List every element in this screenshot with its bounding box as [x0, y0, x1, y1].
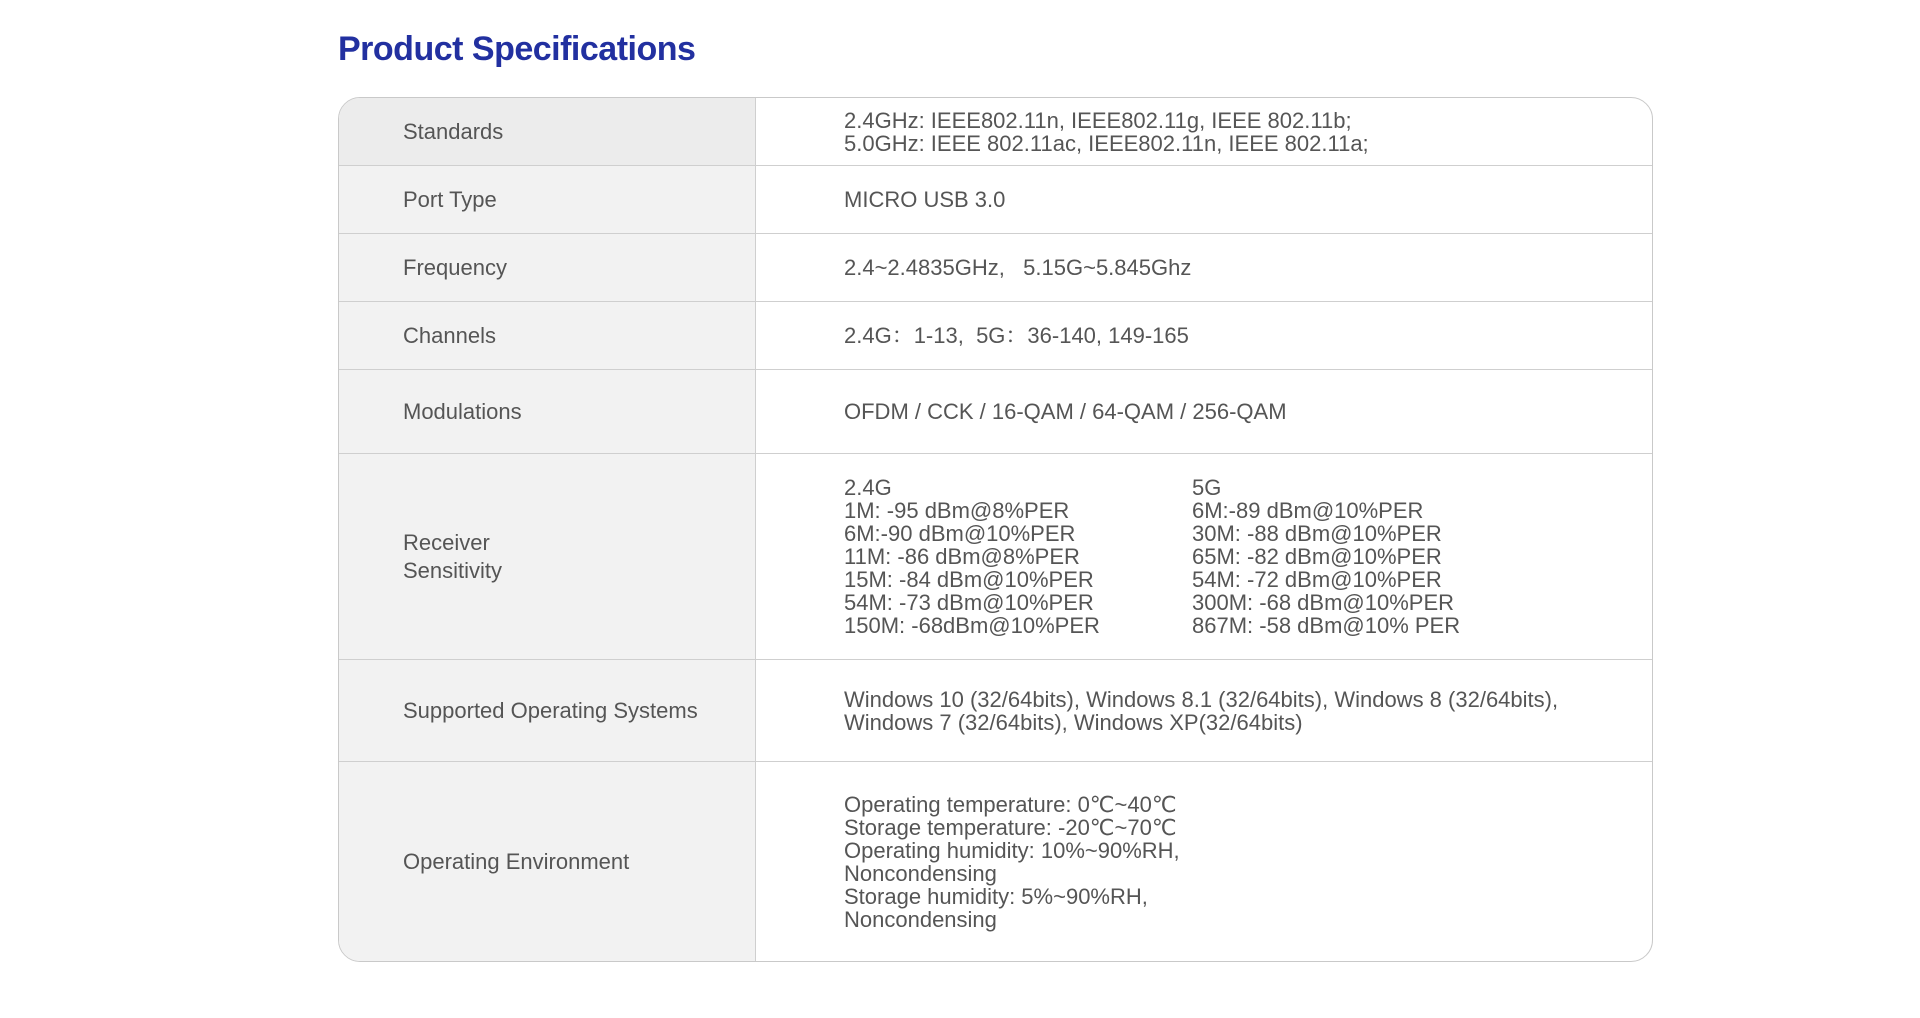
sensitivity-line: 2.4G — [844, 475, 892, 500]
spec-value-line: Storage temperature: -20℃~70℃ — [844, 814, 1177, 840]
spec-value-line: Windows 10 (32/64bits), Windows 8.1 (32/64bits), Windows 8 (32/64bits), — [844, 686, 1559, 712]
spec-label-cell — [339, 302, 756, 369]
spec-value-lines — [844, 109, 1369, 155]
spec-row-modulations — [339, 370, 1652, 454]
spec-label-cell — [339, 454, 756, 659]
spec-value-cell — [756, 98, 1652, 165]
spec-label: Receiver Sensitivity — [403, 529, 503, 583]
spec-value-cell — [756, 762, 1652, 961]
sensitivity-line: 15M: -84 dBm@10%PER — [844, 567, 1094, 592]
spec-label: Operating Environment — [403, 848, 630, 874]
spec-label: Frequency — [403, 254, 507, 280]
sensitivity-line: 54M: -73 dBm@10%PER — [844, 590, 1094, 615]
spec-value-line: 2.4GHz: IEEE802.11n, IEEE802.11g, IEEE 802.11b; — [844, 107, 1352, 133]
spec-value: MICRO USB 3.0 — [844, 187, 1006, 212]
spec-value-line: Storage humidity: 5%~90%RH, — [844, 883, 1148, 909]
spec-label: Standards — [403, 118, 504, 144]
spec-value-cell — [756, 454, 1652, 659]
spec-value: 2.4~2.4835GHz, 5.15G~5.845Ghz — [844, 255, 1192, 280]
sensitivity-line: 65M: -82 dBm@10%PER — [1192, 544, 1442, 569]
spec-label-cell — [339, 166, 756, 233]
spec-value-cell — [756, 370, 1652, 453]
spec-value-lines — [844, 793, 1180, 931]
spec-label-cell — [339, 660, 756, 761]
spec-value-cell — [756, 302, 1652, 369]
spec-row-port-type — [339, 166, 1652, 234]
page-title: Product Specifications — [338, 30, 696, 68]
spec-value-line: Noncondensing — [844, 860, 997, 886]
sensitivity-line: 5G — [1192, 475, 1222, 500]
spec-row-operating-environment — [339, 762, 1652, 961]
spec-value: OFDM / CCK / 16-QAM / 64-QAM / 256-QAM — [844, 399, 1287, 424]
spec-value-line: Windows 7 (32/64bits), Windows XP(32/64bits) — [844, 709, 1303, 735]
spec-table — [338, 97, 1653, 962]
sensitivity-line: 6M:-90 dBm@10%PER — [844, 521, 1076, 546]
spec-label: Port Type — [403, 186, 497, 212]
sensitivity-column-5g — [1192, 476, 1460, 637]
spec-value-line: Operating humidity: 10%~90%RH, — [844, 837, 1180, 863]
sensitivity-line: 30M: -88 dBm@10%PER — [1192, 521, 1442, 546]
sensitivity-line: 867M: -58 dBm@10% PER — [1192, 613, 1461, 638]
spec-row-frequency — [339, 234, 1652, 302]
spec-value-line: Noncondensing — [844, 906, 997, 932]
sensitivity-line: 54M: -72 dBm@10%PER — [1192, 567, 1442, 592]
spec-label: Supported Operating Systems — [403, 697, 698, 723]
sensitivity-line: 300M: -68 dBm@10%PER — [1192, 590, 1455, 615]
spec-label-cell — [339, 370, 756, 453]
spec-value: 2.4G：1-13, 5G：36-140, 149-165 — [844, 323, 1189, 348]
sensitivity-columns — [844, 476, 1460, 637]
spec-row-receiver-sensitivity — [339, 454, 1652, 660]
spec-row-standards — [339, 98, 1652, 166]
spec-value-cell — [756, 234, 1652, 301]
sensitivity-line: 1M: -95 dBm@8%PER — [844, 498, 1070, 523]
sensitivity-line: 6M:-89 dBm@10%PER — [1192, 498, 1424, 523]
sensitivity-line: 11M: -86 dBm@8%PER — [844, 544, 1080, 569]
spec-row-supported-os — [339, 660, 1652, 762]
spec-value-line: Operating temperature: 0℃~40℃ — [844, 791, 1177, 817]
spec-value-cell — [756, 660, 1652, 761]
spec-label-cell — [339, 762, 756, 961]
spec-label-cell — [339, 98, 756, 165]
sensitivity-line: 150M: -68dBm@10%PER — [844, 613, 1100, 638]
spec-value-cell — [756, 166, 1652, 233]
sensitivity-column-2-4g — [844, 476, 1192, 637]
spec-row-channels — [339, 302, 1652, 370]
spec-value-lines — [844, 688, 1558, 734]
spec-label: Modulations — [403, 398, 522, 424]
spec-label: Channels — [403, 322, 496, 348]
spec-label-cell — [339, 234, 756, 301]
spec-value-line: 5.0GHz: IEEE 802.11ac, IEEE802.11n, IEEE 802.11a; — [844, 130, 1369, 156]
